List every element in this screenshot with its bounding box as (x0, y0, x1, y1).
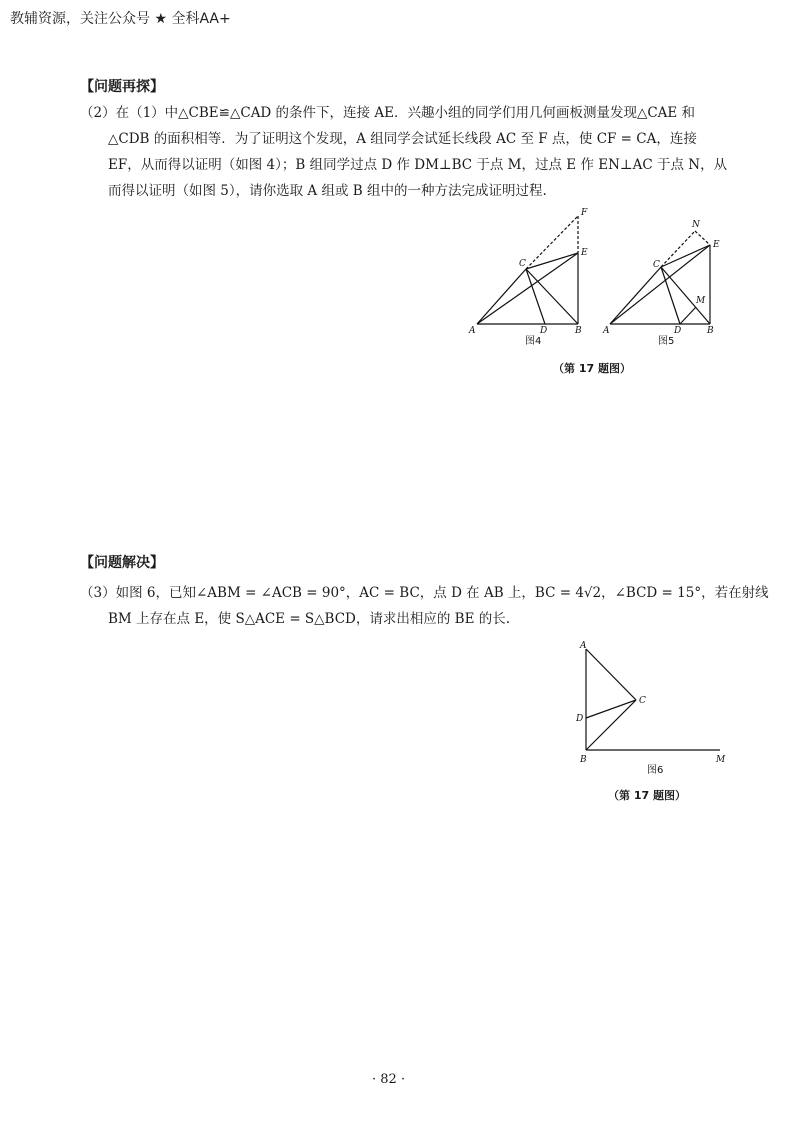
fig6-label-a: A (580, 641, 587, 651)
fig4-label-d: D (540, 326, 548, 336)
figure-6-diagram (570, 638, 730, 778)
fig5-caption: 图5 (658, 336, 675, 347)
figure-4-diagram (465, 205, 595, 350)
section2-line-4: 而得以证明（如图 5），请你选取 A 组或 B 组中的一种方法完成证明过程. (108, 183, 547, 199)
fig5-label-d: D (674, 326, 682, 336)
fig6-segment-cd (586, 700, 636, 718)
section3-figure-note: （第 17 题图） (608, 789, 686, 802)
section2-heading: 【问题再探】 (80, 79, 164, 95)
section3-line-2: BM 上存在点 E，使 S△ACE = S△BCD，请求出相应的 BE 的长. (108, 611, 511, 627)
section2-line-2: △CDB 的面积相等．为了证明这个发现，A 组同学会试延长线段 AC 至 F 点，使 CF = CA，连接 (108, 131, 697, 147)
fig5-segment-dm (680, 307, 696, 324)
section2-line-1: （2）在（1）中△CBE≌△CAD 的条件下，连接 AE．兴趣小组的同学们用几何画板测量发现△CAE 和 (80, 105, 696, 121)
fig4-segment-cd (526, 269, 545, 324)
watermark: 教辅资源，关注公众号 ★ 全科AA+ (10, 11, 231, 27)
fig5-label-a: A (603, 326, 610, 336)
fig6-label-b: B (580, 755, 587, 765)
fig5-label-m: M (696, 296, 706, 306)
fig6-label-d: D (576, 714, 584, 724)
section3-paragraph (80, 580, 769, 632)
fig4-label-a: A (469, 326, 476, 336)
fig6-label-m: M (716, 755, 726, 765)
page-number: · 82 · (372, 1072, 406, 1087)
fig4-label-f: F (581, 208, 588, 218)
fig5-segment-ac (610, 267, 661, 324)
fig4-segment-ae (477, 253, 578, 324)
fig6-segment-cb (586, 700, 636, 750)
fig4-caption: 图4 (525, 336, 542, 347)
fig6-segment-ac (586, 649, 636, 700)
section2-paragraph (80, 100, 730, 204)
fig5-label-e: E (713, 240, 720, 250)
fig4-label-c: C (519, 259, 526, 269)
fig4-label-b: B (575, 326, 582, 336)
section3-heading: 【问题解决】 (80, 555, 164, 571)
fig4-segment-ac (477, 269, 526, 324)
section3-line-1: （3）如图 6，已知∠ABM = ∠ACB = 90°，AC = BC，点 D 在 AB 上，BC = 4√2，∠BCD = 15°，若在射线 (80, 585, 769, 601)
fig6-label-c: C (639, 696, 646, 706)
fig5-label-b: B (707, 326, 714, 336)
fig6-caption: 图6 (647, 765, 664, 776)
fig5-label-c: C (653, 260, 660, 270)
section2-line-3: EF，从而得以证明（如图 4）；B 组同学过点 D 作 DM⊥BC 于点 M，过点 E 作 EN⊥AC 于点 N，从 (108, 157, 728, 173)
fig4-label-e: E (581, 248, 588, 258)
fig5-label-n: N (692, 220, 700, 230)
fig5-segment-ne (695, 231, 710, 245)
section2-figure-note: （第 17 题图） (553, 362, 631, 375)
fig5-segment-ae (610, 245, 710, 324)
figure-5-diagram (600, 212, 730, 352)
fig4-segment-cb (526, 269, 578, 324)
